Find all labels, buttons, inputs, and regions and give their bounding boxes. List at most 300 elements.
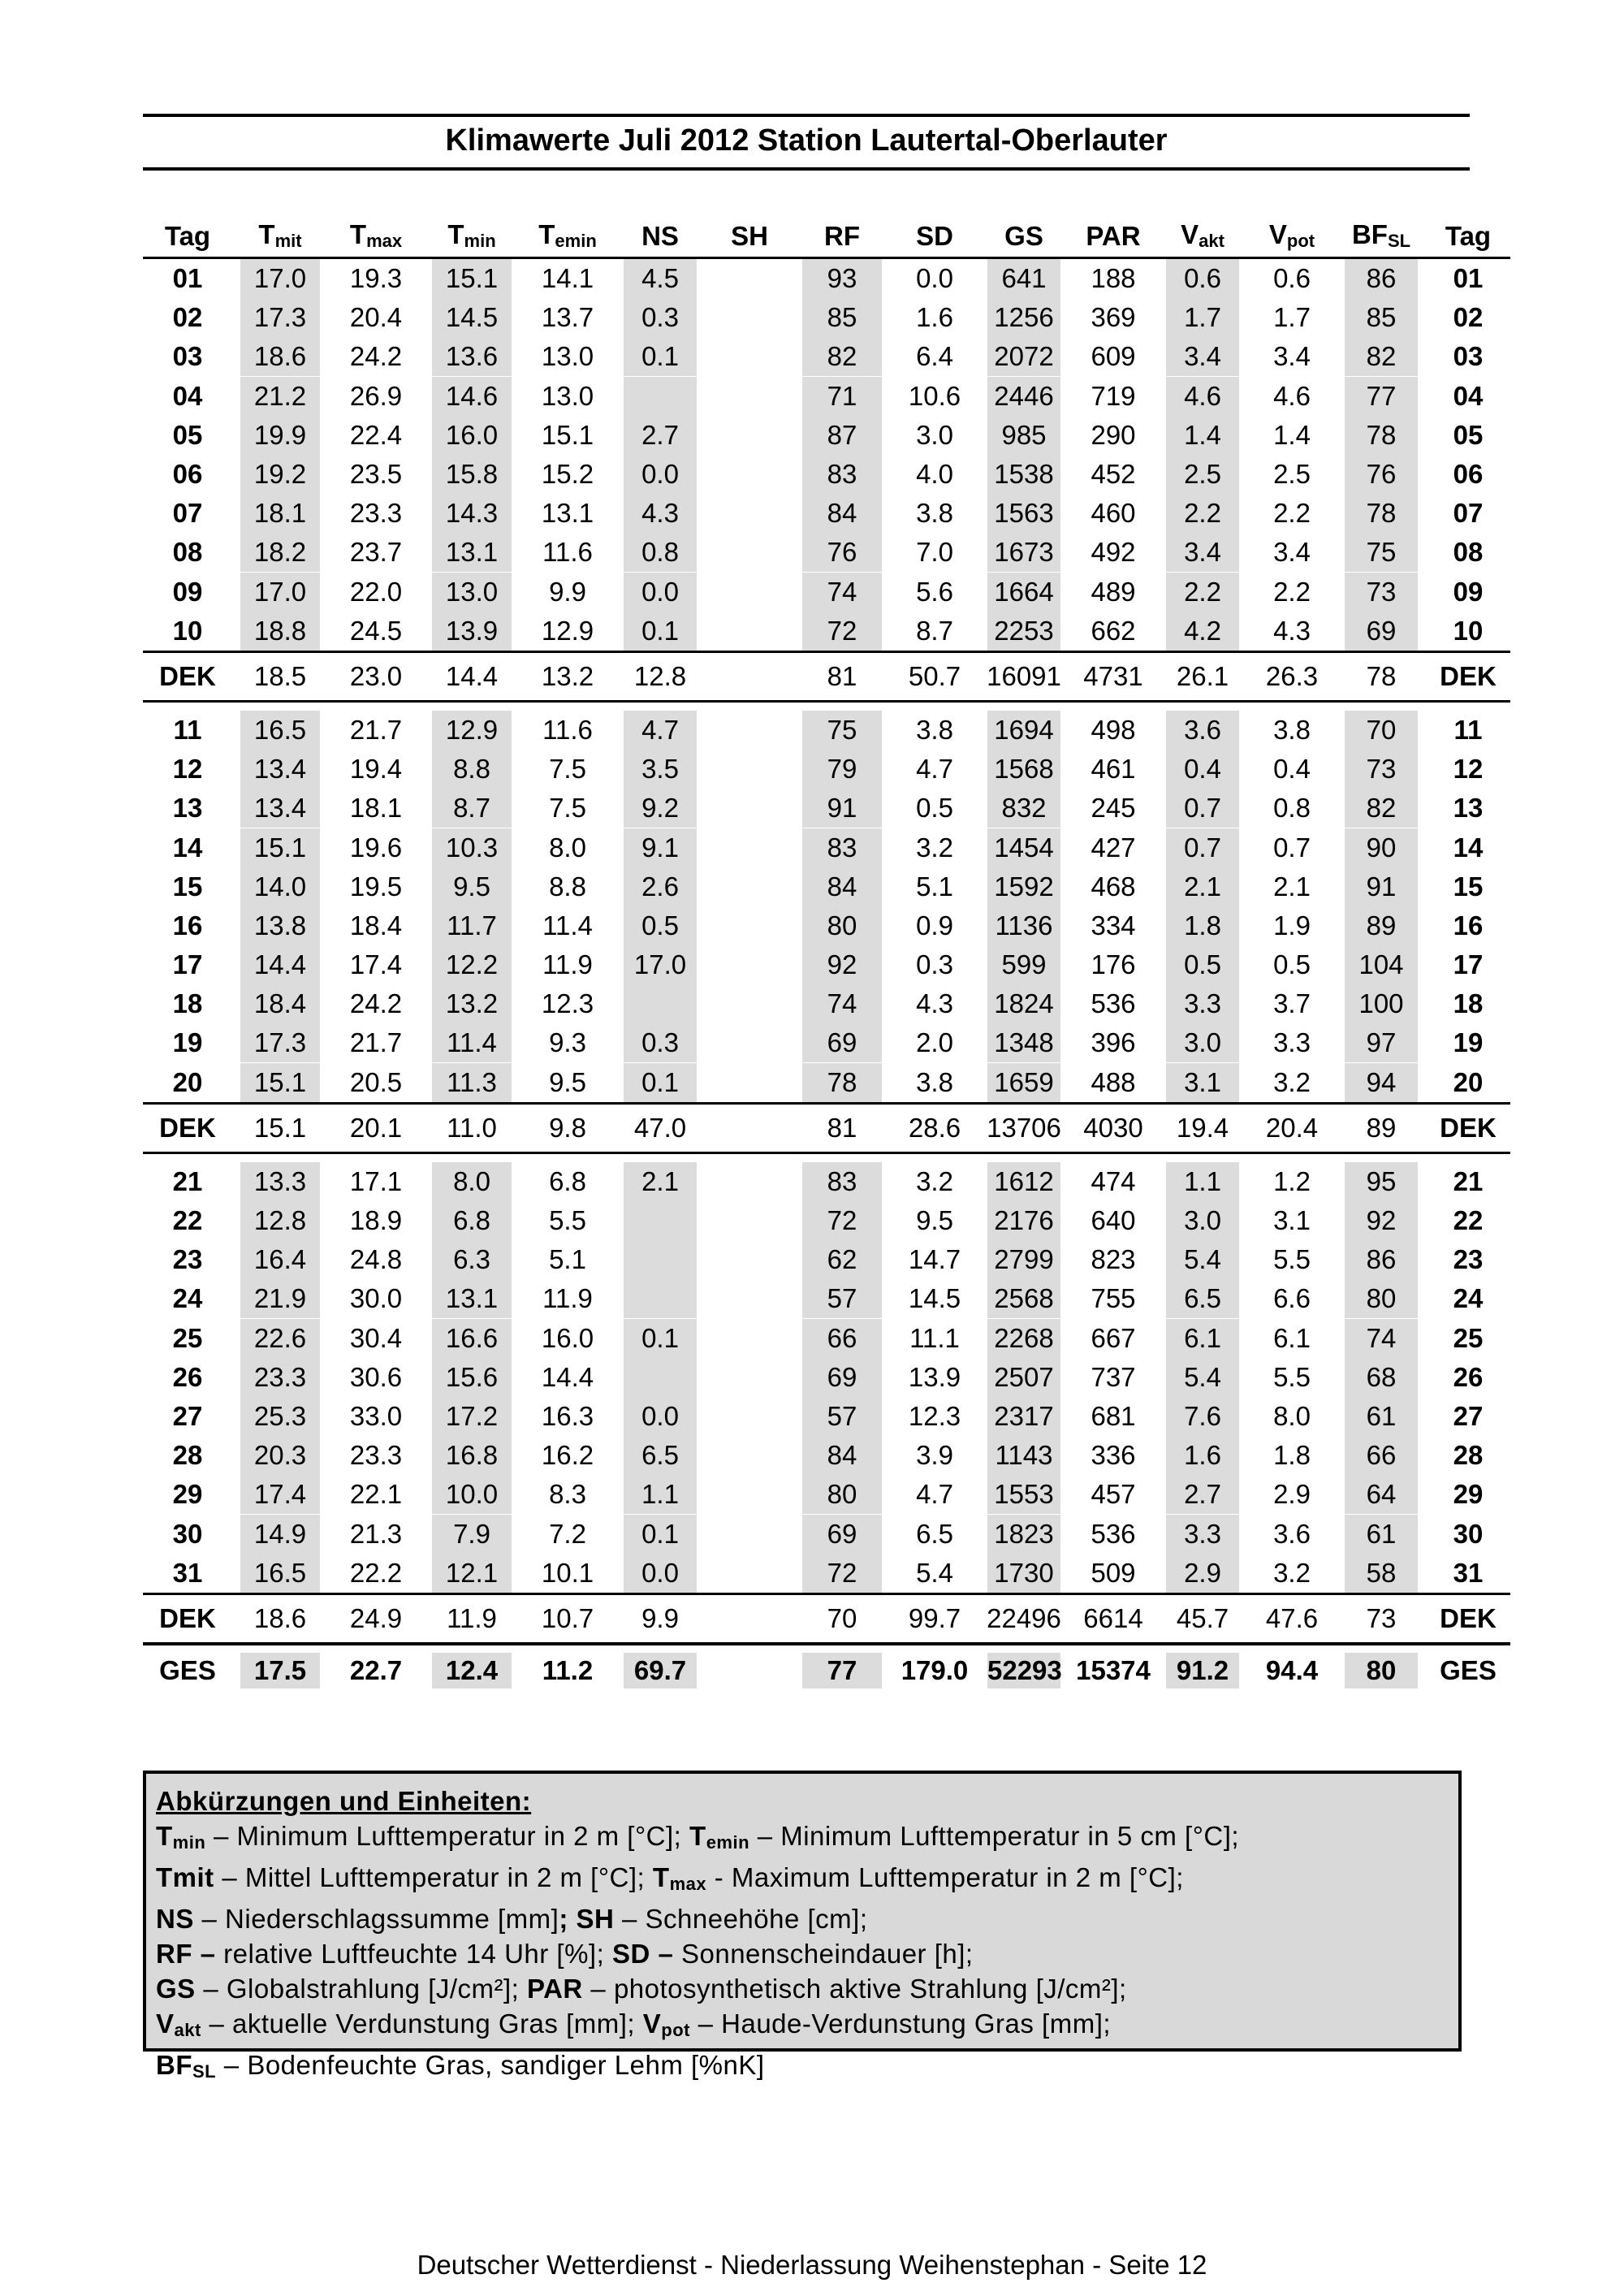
cell-value: 12.9 [432,711,512,750]
page-footer: Deutscher Wetterdienst - Niederlassung Weihenstephan - Seite 12 [417,2250,1207,2280]
row-tag-right: 24 [1453,1283,1484,1314]
row-tag: 29 [172,1479,203,1510]
row-tag: 05 [172,419,203,450]
cell-sh [705,651,794,701]
cell-rf [794,612,890,652]
cell-value: 14.4 [240,945,320,984]
cell-ns [615,711,705,750]
row-tag: 07 [172,498,203,529]
cell-value: 18.2 [240,533,320,572]
row-tag: 20 [172,1066,203,1097]
cell-tmit [232,1240,328,1279]
header-temin: $T_{emin}$ [520,203,615,258]
cell-tmin [424,1201,520,1240]
header-vakt: $V_{akt}$ [1158,203,1247,258]
table-row [143,1436,1510,1475]
row-tag: 02 [172,302,203,333]
row-tag-right: 03 [1453,341,1484,372]
cell-tmax: 24.2 [349,341,403,372]
cell-value: 15.1 [240,828,320,867]
cell-value: 12.2 [432,945,512,984]
row-tag: 21 [172,1165,203,1196]
cell-sd: 5.4 [916,1557,953,1588]
row-tag: 19 [172,1027,203,1058]
cell-value: 0.3 [624,1023,697,1062]
cell-gs [979,1644,1069,1696]
cell-gs [979,416,1069,455]
cell-par: 667 [1091,1322,1136,1353]
cell-vpot: 6.6 [1273,1283,1311,1314]
cell-value: 78 [1345,494,1418,533]
cell-par: 176 [1091,949,1136,980]
row-tag-right: 02 [1453,302,1484,333]
cell-value: 25.3 [240,1397,320,1436]
cell-value: 2268 [987,1319,1060,1358]
cell-value: 6.5 [624,1436,697,1475]
cell-value: 17.0 [624,945,697,984]
cell-value: 6.3 [432,1240,512,1279]
cell-value: 68 [1345,1358,1418,1397]
cell-tmit [232,1023,328,1062]
cell-tmin [424,828,520,867]
cell-sh [705,1514,794,1553]
cell-value: 641 [987,259,1060,298]
cell-vakt [1158,1514,1247,1553]
cell-value: 73 [1345,750,1418,789]
cell-tmax: 30.4 [349,1322,403,1353]
row-tag: 25 [172,1322,203,1353]
cell-ns [615,1201,705,1240]
cell-bfsl [1337,711,1426,750]
table-row [143,377,1510,416]
row-tag-right: 30 [1453,1518,1484,1549]
cell-value: 61 [1345,1515,1418,1554]
table-row [143,533,1510,572]
row-tag: DEK [143,1103,232,1152]
row-tag: 23 [172,1244,203,1275]
header-par: PAR [1069,203,1158,258]
table-row [143,1319,1510,1358]
cell-vakt [1158,1436,1247,1475]
cell-vpot: 3.4 [1273,341,1311,372]
legend-line-6: $V_{akt}$ – aktuelle Verdunstung Gras [mm]; $V_{pot}$ – Haude-Verdunstung Gras [mm]; [156,2008,1112,2040]
cell-value: 17.0 [240,573,320,612]
table-row [143,1023,1510,1062]
cell-value: 13.6 [432,337,512,376]
cell-value: 70 [1345,711,1418,750]
cell-tmit [232,867,328,906]
cell-bfsl [1337,984,1426,1023]
cell-value: 84 [802,867,882,906]
cell-par: 245 [1091,793,1136,824]
cell-rf [794,1475,890,1514]
cell-value: 69 [802,1023,882,1062]
cell-tmax: 33.0 [349,1400,403,1431]
cell-vpot: 4.3 [1273,615,1311,646]
cell-value: 72 [802,612,882,651]
header-sh: SH [705,203,794,258]
cell-par: 509 [1091,1557,1136,1588]
cell-tmin [424,337,520,376]
cell-tmin [424,533,520,572]
cell-value: 12.1 [432,1554,512,1593]
cell-ns [615,416,705,455]
cell-value: 57 [802,1397,882,1436]
cell-sd: 5.6 [916,576,953,607]
cell-temin: 11.4 [542,910,593,940]
cell-sd: 50.7 [890,651,979,701]
cell-value: 3.4 [1166,533,1239,572]
cell-vpot: 0.6 [1273,263,1311,294]
cell-gs [979,455,1069,494]
cell-par: 474 [1091,1165,1136,1196]
cell-value: 82 [1345,789,1418,828]
table-row [143,750,1510,789]
cell-value: 1.8 [1166,906,1239,945]
row-tag-right: 27 [1453,1400,1484,1431]
row-tag: GES [143,1644,232,1696]
row-tag-right: DEK [1426,1593,1510,1644]
cell-value: 13.2 [432,984,512,1023]
cell-vpot: 2.5 [1273,459,1311,490]
cell-sd: 0.9 [916,910,953,940]
cell-value: 0.5 [624,906,697,945]
cell-vakt [1158,984,1247,1023]
cell-vakt [1158,1162,1247,1201]
cell-vpot: 3.7 [1273,988,1311,1019]
cell-value: 86 [1345,259,1418,298]
cell-value: 7.9 [432,1515,512,1554]
cell-value: 13.4 [240,750,320,789]
cell-tmax: 23.3 [349,1440,403,1471]
cell-ns [615,945,705,984]
cell-value: 14.5 [432,298,512,337]
cell-tmin [424,1475,520,1514]
cell-value: 20.3 [240,1436,320,1475]
cell-rf [794,945,890,984]
cell-vakt [1158,1240,1247,1279]
cell-sd: 3.8 [916,714,953,745]
cell-ns [615,573,705,612]
cell-ns [615,1240,705,1279]
cell-temin: 9.5 [549,1066,586,1097]
cell-tmax: 24.8 [349,1244,403,1275]
cell-sh [705,1240,794,1279]
cell-tmax: 26.9 [349,380,403,411]
cell-par: 427 [1091,832,1136,863]
cell-gs [979,494,1069,533]
table-row [143,1063,1510,1104]
row-tag: DEK [143,1593,232,1644]
cell-rf [794,984,890,1023]
cell-rf [794,533,890,572]
header-ns: NS [615,203,705,258]
cell-value: 18.1 [240,494,320,533]
row-tag: 06 [172,459,203,490]
cell-value: 1143 [987,1436,1060,1475]
cell-sd: 6.5 [916,1518,953,1549]
cell-sh [705,455,794,494]
cell-tmin: 11.0 [424,1103,520,1152]
cell-gs: 13706 [979,1103,1069,1152]
cell-tmin [424,1554,520,1594]
cell-value: 89 [1345,906,1418,945]
cell-vpot: 1.7 [1273,302,1311,333]
cell-sh [705,1397,794,1436]
cell-value: 2799 [987,1240,1060,1279]
legend-line-1: $T_{min}$ – Minimum Lufttemperatur in 2 m [°C]; $T_{emin}$ – Minimum Lufttemperatur in 5 cm [°C]; [156,1821,1240,1853]
cell-rf [794,1023,890,1062]
cell-rf [794,573,890,612]
cell-tmit [232,945,328,984]
cell-value [624,984,697,1023]
cell-tmax: 22.0 [349,576,403,607]
row-tag-right: 28 [1453,1440,1484,1471]
cell-value: 2176 [987,1201,1060,1240]
row-tag: 12 [172,754,203,785]
cell-value: 2.2 [1166,573,1239,612]
cell-par: 369 [1091,302,1136,333]
cell-value: 69.7 [624,1653,697,1688]
cell-bfsl [1337,906,1426,945]
table-row [143,494,1510,533]
cell-temin: 9.3 [549,1027,586,1058]
cell-tmax: 19.6 [349,832,403,863]
cell-tmax: 20.5 [349,1066,403,1097]
cell-tmin [424,494,520,533]
cell-value: 832 [987,789,1060,828]
cell-vpot: 3.3 [1273,1027,1311,1058]
cell-vpot: 26.3 [1247,651,1337,701]
cell-value: 1348 [987,1023,1060,1062]
cell-value: 3.0 [1166,1023,1239,1062]
cell-value: 16.5 [240,1554,320,1593]
cell-value: 78 [1345,416,1418,455]
cell-ns [615,867,705,906]
cell-ns [615,1358,705,1397]
row-tag-right: 05 [1453,419,1484,450]
header-sd: SD [890,203,979,258]
cell-bfsl: 73 [1337,1593,1426,1644]
cell-value: 94 [1345,1063,1418,1102]
cell-tmin [424,867,520,906]
cell-value: 3.5 [624,750,697,789]
cell-gs [979,984,1069,1023]
cell-sh [705,1319,794,1358]
cell-value: 17.5 [240,1653,320,1688]
cell-tmit [232,377,328,416]
cell-tmin [424,789,520,828]
cell-sd: 13.9 [908,1361,961,1392]
cell-tmin [424,1644,520,1696]
cell-value: 1.1 [1166,1162,1239,1201]
row-tag-right: DEK [1426,1103,1510,1152]
cell-sh [705,945,794,984]
cell-value: 66 [1345,1436,1418,1475]
cell-tmax: 21.7 [349,714,403,745]
cell-value: 2.7 [1166,1475,1239,1514]
table-row [143,337,1510,376]
row-tag-right: 29 [1453,1479,1484,1510]
cell-value: 599 [987,945,1060,984]
cell-value: 1538 [987,455,1060,494]
cell-temin: 14.4 [541,1361,594,1392]
cell-tmin [424,1240,520,1279]
cell-value: 10.0 [432,1475,512,1514]
cell-value: 7.6 [1166,1397,1239,1436]
cell-value: 0.1 [624,337,697,376]
cell-sd: 4.7 [916,1479,953,1510]
cell-ns [615,828,705,867]
cell-sh [705,533,794,572]
cell-vpot: 2.2 [1273,576,1311,607]
row-tag-right: 11 [1453,714,1483,745]
cell-value: 3.0 [1166,1201,1239,1240]
cell-vpot: 94.4 [1247,1644,1337,1696]
cell-bfsl [1337,1279,1426,1318]
cell-bfsl [1337,789,1426,828]
cell-value: 23.3 [240,1358,320,1397]
cell-temin: 9.8 [520,1103,615,1152]
cell-vpot: 1.8 [1273,1440,1311,1471]
cell-sd: 99.7 [890,1593,979,1644]
cell-vakt [1158,750,1247,789]
climate-table [143,203,1510,1696]
cell-vpot: 6.1 [1273,1322,1311,1353]
cell-value: 11.3 [432,1063,512,1102]
legend-heading: Abkürzungen und Einheiten: [156,1786,532,1816]
cell-rf [794,1162,890,1201]
cell-value: 13.3 [240,1162,320,1201]
cell-temin: 7.5 [549,793,586,824]
cell-value: 90 [1345,828,1418,867]
cell-value: 1553 [987,1475,1060,1514]
cell-vpot: 0.5 [1273,949,1311,980]
cell-tmax: 22.1 [349,1479,403,1510]
cell-value: 15.1 [432,259,512,298]
cell-value: 1694 [987,711,1060,750]
cell-value: 3.1 [1166,1063,1239,1102]
cell-value: 66 [802,1319,882,1358]
cell-tmax: 30.6 [349,1361,403,1392]
cell-tmin [424,1279,520,1318]
cell-sh [705,573,794,612]
table-row [143,298,1510,337]
cell-sd: 10.6 [908,380,961,411]
cell-sd: 6.4 [916,341,953,372]
cell-tmit: 18.5 [232,651,328,701]
cell-tmit [232,1554,328,1594]
cell-value: 0.0 [624,1397,697,1436]
cell-tmit [232,1319,328,1358]
cell-value: 1.4 [1166,416,1239,455]
cell-bfsl [1337,1436,1426,1475]
table-row [143,1279,1510,1318]
cell-value: 95 [1345,1162,1418,1201]
cell-tmit [232,1514,328,1553]
cell-vakt [1158,1475,1247,1514]
cell-temin: 9.9 [549,576,586,607]
row-tag-right: 22 [1453,1205,1484,1236]
cell-value: 84 [802,494,882,533]
cell-sh [705,1103,794,1152]
cell-value: 18.6 [240,337,320,376]
cell-gs [979,750,1069,789]
table-row [143,1162,1510,1201]
cell-bfsl [1337,416,1426,455]
cell-rf: 70 [794,1593,890,1644]
cell-par: 396 [1091,1027,1136,1058]
cell-tmit [232,750,328,789]
cell-value: 69 [802,1515,882,1554]
cell-value: 1563 [987,494,1060,533]
cell-tmin [424,1397,520,1436]
cell-rf [794,867,890,906]
total-row [143,1644,1510,1696]
cell-sh [705,1436,794,1475]
cell-tmax: 22.7 [328,1644,424,1696]
cell-gs [979,789,1069,828]
cell-sh [705,416,794,455]
legend-line-2: Tmit – Mittel Lufttemperatur in 2 m [°C]; $T_{max}$ - Maximum Lufttemperatur in 2 m [°C]; [156,1862,1184,1894]
row-tag: 16 [172,910,203,940]
cell-value: 1664 [987,573,1060,612]
cell-tmax: 23.3 [349,498,403,529]
row-tag-right: 14 [1453,832,1484,863]
cell-vakt [1158,1644,1247,1696]
cell-vakt [1158,416,1247,455]
cell-gs [979,1162,1069,1201]
cell-par: 681 [1091,1400,1136,1431]
cell-value [624,1201,697,1240]
cell-bfsl [1337,750,1426,789]
cell-value: 0.7 [1166,789,1239,828]
cell-vakt [1158,1279,1247,1318]
cell-value: 1659 [987,1063,1060,1102]
cell-tmit [232,1644,328,1696]
cell-value: 72 [802,1201,882,1240]
row-tag: 13 [172,793,203,824]
table-body [143,258,1510,1696]
row-tag: 01 [172,263,203,294]
cell-value: 69 [1345,612,1418,651]
cell-sh [705,750,794,789]
cell-rf [794,1554,890,1594]
cell-value: 85 [802,298,882,337]
cell-rf [794,789,890,828]
cell-tmax: 21.3 [349,1518,403,1549]
cell-tmin [424,1319,520,1358]
cell-gs [979,1279,1069,1318]
cell-sd: 12.3 [908,1400,961,1431]
row-tag: 28 [172,1440,203,1471]
row-tag-right: 10 [1453,615,1484,646]
cell-bfsl [1337,1397,1426,1436]
page-title: Klimawerte Juli 2012 Station Lautertal-Oberlauter [445,123,1168,158]
cell-par: 15374 [1069,1644,1158,1696]
cell-value: 16.5 [240,711,320,750]
cell-value: 19.2 [240,455,320,494]
cell-gs [979,828,1069,867]
cell-value: 78 [802,1063,882,1102]
cell-tmin [424,711,520,750]
table-row [143,1554,1510,1594]
cell-temin: 12.3 [541,988,594,1019]
cell-tmax: 21.7 [349,1027,403,1058]
cell-bfsl [1337,1063,1426,1104]
cell-bfsl: 78 [1337,651,1426,701]
header-gs: GS [979,203,1069,258]
